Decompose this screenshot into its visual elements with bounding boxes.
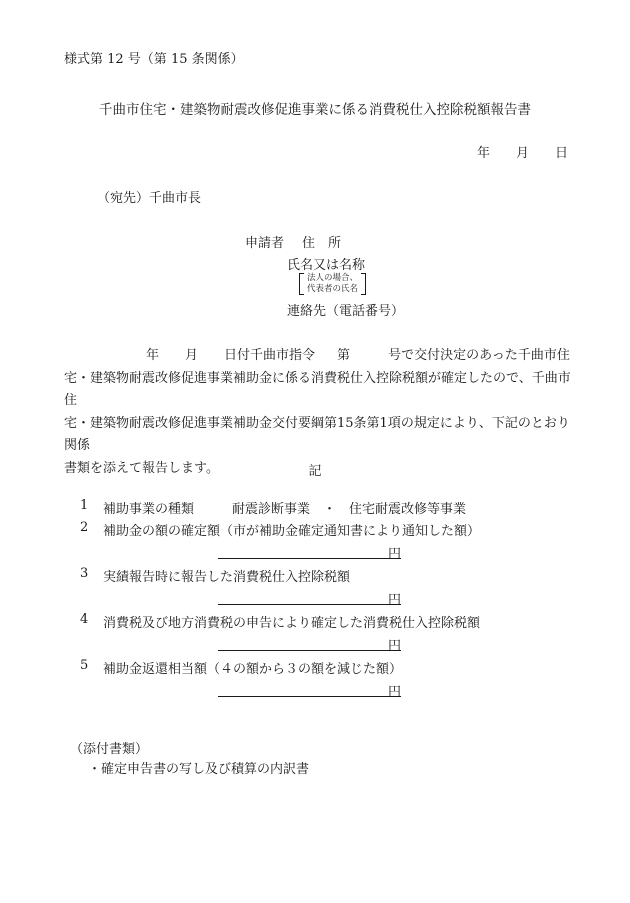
date-year: 年: [476, 146, 490, 161]
form-number: 様式第 12 号（第 15 条関係）: [64, 52, 244, 67]
date-day: 日: [554, 146, 568, 161]
item-number: 3: [80, 566, 89, 581]
attachment-item: ・確定申告書の写し及び積算の内訳書: [88, 762, 310, 777]
body-line-2: 宅・建築物耐震改修促進事業補助金に係る消費税仕入控除税額が確定したので、千曲市住: [64, 370, 571, 408]
amount-field-3[interactable]: [218, 589, 401, 608]
item-text: 補助金返還相当額（４の額から３の額を減じた額）: [103, 662, 403, 677]
body-line-4: 書類を添えて報告します。: [64, 460, 219, 476]
applicant-contact-label: 連絡先（電話番号）: [287, 304, 405, 319]
body-line-3: 宅・建築物耐震改修促進事業補助金交付要綱第15条第1項の規定により、下記のとおり関係: [64, 415, 570, 453]
yen-unit: 円: [387, 547, 401, 562]
item-text: 実績報告時に報告した消費税仕入控除税額: [103, 570, 351, 585]
representative-note-line2: 代表者の氏名: [307, 284, 359, 294]
amount-field-5[interactable]: [218, 681, 401, 700]
ki-heading: 記: [308, 464, 322, 479]
body-line-1: 年 月 日付千曲市指令 第 号で交付決定のあった千曲市住: [146, 348, 570, 363]
applicant-label: 申請者: [245, 236, 285, 251]
yen-unit: 円: [387, 639, 401, 654]
date-month: 月: [515, 146, 529, 161]
item-number: 4: [80, 612, 89, 627]
applicant-address-label: 住 所: [302, 236, 342, 251]
amount-field-2[interactable]: [218, 543, 401, 562]
attachments-heading: （添付書類）: [70, 742, 149, 757]
document-title: 千曲市住宅・建築物耐震改修促進事業に係る消費税仕入控除税額報告書: [99, 102, 531, 118]
addressee: （宛先）千曲市長: [97, 191, 202, 206]
item-number: 2: [80, 520, 89, 535]
item-number: 5: [80, 658, 89, 673]
item-options: 耐震診断事業 ・ 住宅耐震改修等事業: [232, 502, 467, 517]
amount-field-4[interactable]: [218, 635, 401, 654]
item-text: 消費税及び地方消費税の申告により確定した消費税仕入控除税額: [103, 616, 481, 631]
item-text: 補助事業の種類: [103, 502, 195, 517]
item-text: 補助金の額の確定額（市が補助金確定通知書により通知した額）: [103, 524, 481, 539]
representative-note: [299, 273, 366, 295]
item-number: 1: [80, 498, 89, 513]
yen-unit: 円: [387, 593, 401, 608]
yen-unit: 円: [387, 685, 401, 700]
date-line: [477, 142, 568, 161]
applicant-name-label: 氏名又は名称: [287, 258, 366, 273]
representative-note-line1: 法人の場合、: [307, 273, 359, 283]
